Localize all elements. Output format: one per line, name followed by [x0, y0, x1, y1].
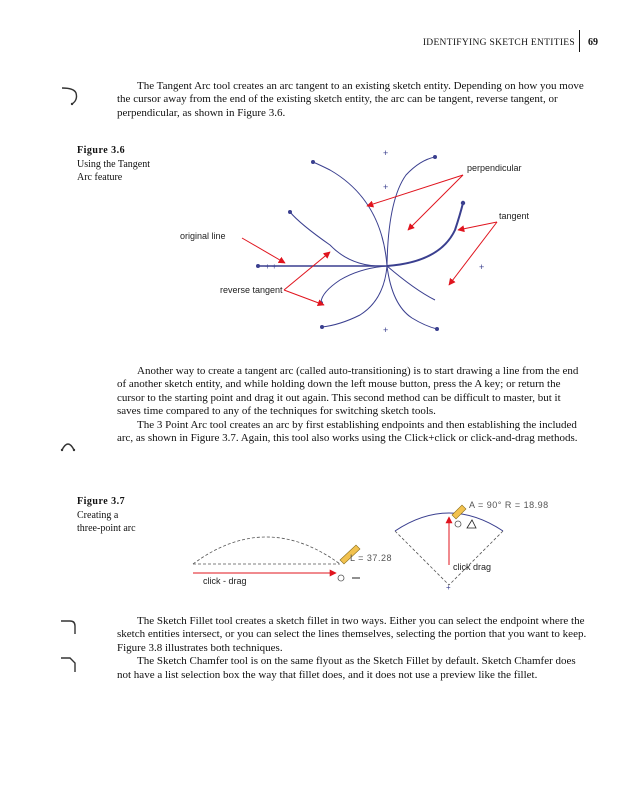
label-perpendicular: perpendicular	[467, 163, 522, 173]
label-original-line: original line	[180, 231, 226, 241]
svg-text:+: +	[479, 262, 485, 272]
svg-text:+: +	[383, 325, 389, 335]
label-angle-radius: A = 90° R = 18.98	[469, 500, 549, 510]
figure-3-6-label: Figure 3.6	[77, 145, 126, 156]
running-header-title: IDENTIFYING SKETCH ENTITIES	[422, 38, 575, 48]
label-click-drag-left: click - drag	[203, 576, 247, 586]
paragraph-auto-transition: Another way to create a tangent arc (called auto-transitioning) is to start drawing a line from the end of another sketch entity, and while holding down the left mouse button, press the A key; or return the cursor to the starting point and drag it out again. This second method can be difficult to master, but it saves time compared to any of the techniques for switching sketch tools. The 3 Point Arc tool creates an arc by first establishing endpoints and then establishing the included arc, as shown in Figure 3.7. Again, this tool also works using the Click+click or click-and-drag methods.	[117, 365, 579, 445]
label-tangent: tangent	[499, 211, 530, 221]
pencil-cursor-icon	[338, 545, 360, 581]
label-reverse-tangent: reverse tangent	[220, 285, 283, 295]
page-number: 69	[588, 37, 598, 48]
wedge-right-edge	[449, 531, 503, 585]
svg-text:+: +	[446, 583, 451, 592]
figure-3-7-caption: Creating a three-point arc	[77, 510, 136, 534]
svg-text:+: +	[383, 182, 389, 192]
svg-text:+: +	[383, 148, 389, 158]
figure-3-6-caption: Using the Tangent Arc feature	[77, 159, 150, 183]
wedge-left-edge	[395, 531, 449, 585]
label-click-drag-right: click drag	[453, 562, 492, 572]
figure-3-7-label: Figure 3.7	[77, 496, 126, 507]
svg-text:+ +: + +	[265, 262, 277, 271]
paragraph-sketch-fillet: The Sketch Fillet tool creates a sketch fillet in two ways. Either you can select the endpoint where the sketch entities intersect, or you can select the lines themselves, selecting the portion that you want to keep. Figure 3.8 illustrates both techniques. The Sketch Chamfer tool is on the same flyout as the Sketch Fillet by default. Sketch Chamfer does not have a list selection box the way that fillet does, and it does not use a preview like the fillet.	[117, 615, 587, 681]
dashed-arc-preview	[193, 537, 340, 564]
paragraph-tangent-arc: The Tangent Arc tool creates an arc tangent to an existing sketch entity. Depending on how you move the cursor away from the end of the existing sketch entity, the arc can be tangent, reverse tangent, or perpendicular, as shown in Figure 3.6.	[117, 80, 584, 119]
label-length: L = 37.28	[350, 553, 392, 563]
